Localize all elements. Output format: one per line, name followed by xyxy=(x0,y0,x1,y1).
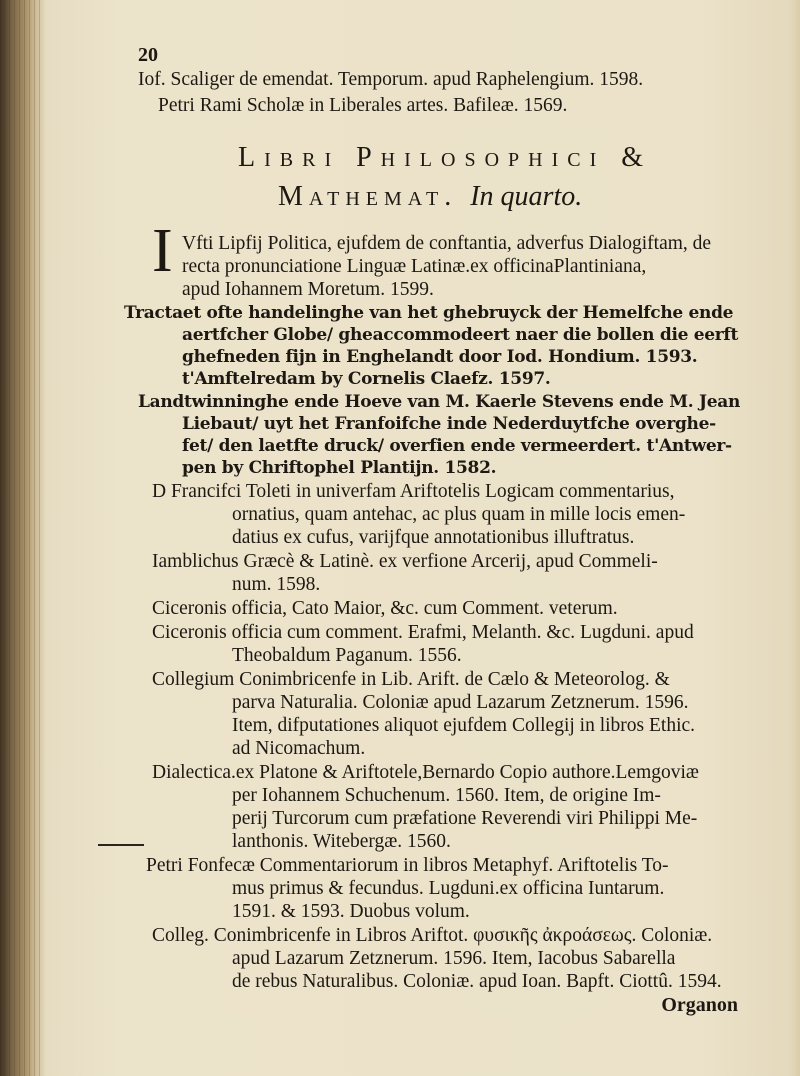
section-heading-line1: Libri Philosophici & xyxy=(238,142,653,173)
catchword: Organon xyxy=(661,994,738,1016)
entry-line: Ciceronis officia cum comment. Erafmi, Melanth. &c. Lugduni. apud xyxy=(152,622,694,643)
printed-page xyxy=(124,44,741,1044)
entry-line: Petri Fonfecæ Commentariorum in libros Metaphyf. Ariftotelis To- xyxy=(146,855,669,876)
entry-line: Dialectica.ex Platone & Ariftotele,Bernardo Copio authore.Lemgoviæ xyxy=(152,762,699,783)
entry-line: Theobaldum Paganum. 1556. xyxy=(232,645,462,666)
blackletter-line: Tractaet ofte handelinghe van het ghebruyck der Hemelfche ende xyxy=(124,303,734,323)
entry-line: 1591. & 1593. Duobus volum. xyxy=(232,901,470,922)
entry-line: Collegium Conimbricenfe in Lib. Arift. de Cælo & Meteorolog. & xyxy=(152,669,670,690)
marginal-dash xyxy=(98,844,144,846)
blackletter-line: ghefneden fijn in Enghelandt door Iod. Hondium. 1593. xyxy=(182,347,698,367)
entry-line: Vfti Lipfij Politica, ejufdem de conftantia, adverfus Dialogiftam, de xyxy=(182,233,712,254)
entry-line: ornatius, quam antehac, ac plus quam in mille locis emen- xyxy=(232,504,686,525)
blackletter-line: pen by Chriftophel Plantijn. 1582. xyxy=(182,458,497,478)
entry-line: mus primus & fecundus. Lugduni.ex officina Iuntarum. xyxy=(232,878,665,899)
entry-line: recta pronunciatione Linguæ Latinæ.ex officinaPlantiniana, xyxy=(182,256,647,277)
entry-line: de rebus Naturalibus. Coloniæ. apud Ioan. Bapft. Ciottû. 1594. xyxy=(232,971,722,992)
blackletter-line: Liebaut/ uyt het Franfoifche inde Nederduytfche overghe- xyxy=(182,414,716,434)
page-number: 20 xyxy=(138,44,158,66)
blackletter-line: fet/ den laetfte druck/ overfien ende vermeerdert. t'Antwer- xyxy=(182,436,732,456)
entry-line: ad Nicomachum. xyxy=(232,738,366,759)
entry-line: Item, difputationes aliquot ejufdem Collegij in libros Ethic. xyxy=(232,715,696,736)
blackletter-line: t'Amftelredam by Cornelis Claefz. 1597. xyxy=(182,369,551,389)
entry-line: D Francifci Toleti in univerfam Ariftotelis Logicam commentarius, xyxy=(152,481,675,502)
entry-line: num. 1598. xyxy=(232,574,321,595)
entry-line: datius ex cufus, varijfque annotationibus illuftratus. xyxy=(232,527,635,548)
drop-cap: I xyxy=(152,217,173,285)
entry-line: apud Lazarum Zetznerum. 1596. Item, Iacobus Sabarella xyxy=(232,948,676,969)
heading-format: In quarto. xyxy=(470,181,583,212)
entry-line: Iamblichus Græcè & Latinè. ex verfione Arcerij, apud Commeli- xyxy=(152,551,658,572)
text-line: Iof. Scaliger de emendat. Temporum. apud Raphelengium. 1598. xyxy=(138,69,644,90)
section-heading-line2 xyxy=(278,181,582,213)
entry-line: lanthonis. Witebergæ. 1560. xyxy=(232,831,451,852)
entry-line: apud Iohannem Moretum. 1599. xyxy=(182,279,434,300)
entry-line: per Iohannem Schuchenum. 1560. Item, de origine Im- xyxy=(232,785,661,806)
entry-line: parva Naturalia. Coloniæ apud Lazarum Zetznerum. 1596. xyxy=(232,692,689,713)
entry-line: Ciceronis officia, Cato Maior, &c. cum Comment. veterum. xyxy=(152,598,618,619)
heading-main: Mathemat. xyxy=(278,181,458,212)
blackletter-line: Landtwinninghe ende Hoeve van M. Kaerle Stevens ende M. Jean xyxy=(138,392,741,412)
entry-line: perij Turcorum cum præfatione Reverendi viri Philippi Me- xyxy=(232,808,698,829)
page-edges xyxy=(4,0,42,1076)
text-line: Petri Rami Scholæ in Liberales artes. Bafileæ. 1569. xyxy=(158,95,568,116)
entry-line: Colleg. Conimbricenfe in Libros Ariftot. φυσικῆς ἀκροάσεως. Coloniæ. xyxy=(152,925,713,946)
blackletter-line: aertfcher Globe/ gheaccommodeert naer die bollen die eerft xyxy=(182,325,738,345)
